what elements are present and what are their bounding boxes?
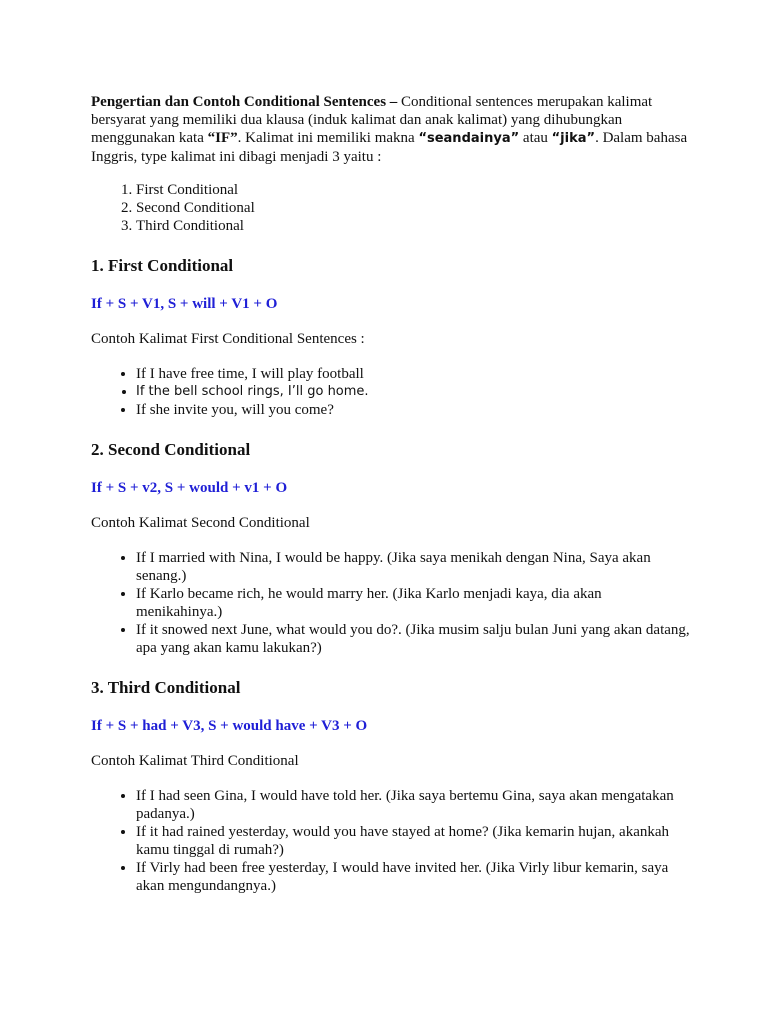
section-heading: 1. First Conditional: [91, 256, 234, 275]
list-item: • If I had seen Gina, I would have told her. (Jika saya bertemu Gina, saya akan mengatakan padanya.): [136, 787, 691, 823]
formula: If + S + v2, S + would + v1 + O: [91, 480, 288, 496]
section-third-conditional: [91, 677, 691, 895]
keyword-jika: “jika”: [551, 131, 596, 146]
intro-text-2: . Kalimat ini memiliki makna: [237, 130, 419, 146]
list-item: • If it had rained yesterday, would you have stayed at home? (Jika kemarin hujan, akankah kamu tinggal di rumah?): [136, 823, 691, 859]
section-heading: 3. Third Conditional: [91, 678, 241, 697]
list-item: 2. Second Conditional: [136, 199, 691, 217]
list-item: • If I have free time, I will play football: [136, 365, 691, 383]
formula: If + S + V1, S + will + V1 + O: [91, 296, 278, 312]
formula: If + S + had + V3, S + would have + V3 + O: [91, 718, 368, 734]
intro-text-4: . Dalam bahasa Inggris, type kalimat ini dibagi menjadi 3 yaitu :: [91, 130, 688, 165]
list-item: • If I married with Nina, I would be happy. (Jika saya menikah dengan Nina, Saya akan senang.): [136, 549, 691, 585]
list-item: • If she invite you, will you come?: [136, 401, 691, 419]
example-label: Contoh Kalimat First Conditional Sentences :: [91, 331, 365, 347]
list-item: • If the bell school rings, I’ll go home.: [136, 383, 691, 401]
list-item: • If it snowed next June, what would you do?. (Jika musim salju bulan Juni yang akan datang, apa yang akan kamu lakukan?): [136, 621, 691, 657]
keyword-if: “IF”: [207, 130, 238, 146]
section-heading: 2. Second Conditional: [91, 440, 251, 459]
section-first-conditional: [91, 255, 691, 419]
examples-list: [91, 549, 691, 657]
example-label: Contoh Kalimat Second Conditional: [91, 515, 310, 531]
keyword-seandainya: “seandainya”: [418, 131, 520, 146]
example-label: Contoh Kalimat Third Conditional: [91, 753, 299, 769]
list-item: • If Virly had been free yesterday, I would have invited her. (Jika Virly libur kemarin, saya akan mengundangnya.): [136, 859, 691, 895]
examples-list: [91, 365, 691, 419]
intro-bold-lead: Pengertian dan Contoh Conditional Sentences –: [91, 94, 398, 110]
list-item: • If Karlo became rich, he would marry her. (Jika Karlo menjadi kaya, dia akan menikahinya.): [136, 585, 691, 621]
examples-list: [91, 787, 691, 895]
section-second-conditional: [91, 439, 691, 657]
list-item: 1. First Conditional: [136, 181, 691, 199]
types-list: [91, 181, 691, 235]
intro-text-3: atau: [519, 130, 552, 146]
intro-text-1: Conditional sentences merupakan kalimat bersyarat yang memiliki dua klausa (induk kalimat dan anak kalimat) yang dihubungkan menggunakan kata: [91, 94, 653, 146]
list-item: 3. Third Conditional: [136, 217, 691, 235]
intro-paragraph: [91, 93, 691, 166]
document-page: [91, 93, 691, 915]
